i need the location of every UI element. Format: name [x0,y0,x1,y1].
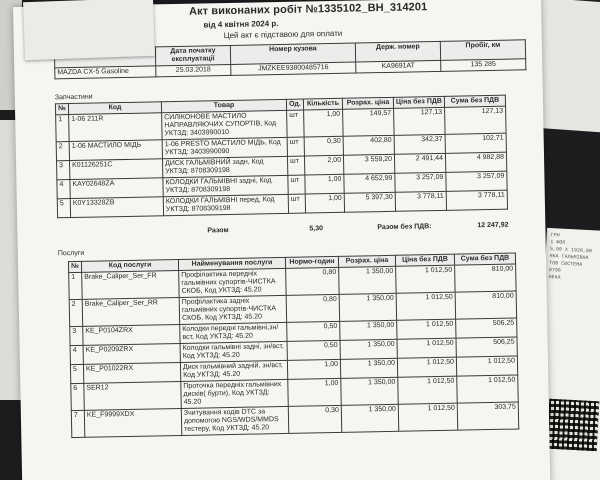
cell: 1,00 [304,109,344,137]
cell: 5 397,30 [344,192,395,212]
cell: 3 778,11 [395,191,446,211]
cell: KAY02648ZA [70,178,163,199]
cell: KE_F9999XDX [84,408,182,437]
services-table [68,253,519,439]
cell: Колодки передні гальмівні,зн/вст, Код УКТЗД: 45.20 [180,322,287,343]
parts-total-label: Разом [207,227,229,235]
cell: 1 350,00 [341,404,399,432]
cell: 1 012,50 [398,376,458,404]
car-header: Держ. номер [355,41,440,62]
cell: 2 [56,142,69,161]
services-header: Розрах. ціна [338,255,395,267]
parts-total-nds-label: Разом без ПДВ: [377,223,432,232]
cell: шт [287,156,304,175]
cell: 0,80 [286,267,340,295]
cell: 127,13 [445,106,507,134]
cell: 2 [69,299,83,326]
cell: Brake_Caliper_Ser_RR [82,297,180,326]
cell: 4 [57,180,70,199]
cell: 402,80 [343,135,394,155]
document-title: Акт виконаних робіт №1335102_BH_314201 [188,1,428,18]
cell: 506,25 [456,337,517,357]
car-header: Номер кузова [230,43,355,64]
cell: 1 350,00 [340,320,397,340]
parts-header: Од. [286,99,303,110]
car-model: MAZDA CX-5 Gasoline [55,66,156,79]
services-header: Нормо-годин [285,256,338,268]
cell: 506,25 [456,318,517,338]
parts-total-sum: 12 247,92 [477,221,509,230]
cell: 0,30 [304,136,343,156]
cell: шт [287,110,305,137]
cell: 1 012,50 [398,403,458,431]
cell: SER12 [84,381,182,410]
cell: КОЛОДКИ ГАЛЬМІВНІ перед, Код УКТЗД: 8708309198 [163,194,288,215]
cell: KE_P0209ZRX [83,343,180,364]
cell: ДИСК ГАЛЬМІВНИЙ задн, Код УКТЗД: 8708309198 [162,156,287,177]
parts-total-qty: 5,30 [309,225,324,233]
parts-header: № [55,104,68,115]
services-header: Найменування послуги [178,257,285,270]
cell: 3 257,09 [446,171,507,191]
cell: 7 [71,410,85,437]
car-header: Пробіг, км [440,40,525,61]
cell: 3 778,11 [446,190,507,210]
cell: 0,30 [288,405,342,433]
cell: КОЛОДКИ ГАЛЬМІВНІ задні, Код УКТЗД: 8708309198 [163,175,288,196]
receipt-line: НЕКА [548,274,561,281]
cell: Профілактика передніх гальмівних супортів-ЧИСТКА СКОБ, Код УКТЗД: 45.20 [179,268,286,297]
cell: 5 [70,364,83,383]
services-header: Код послуги [81,259,178,272]
cell: 5 [57,199,70,218]
cell: 4 982,88 [445,152,506,172]
car-vin: JMZKEE93800485716 [231,62,356,75]
car-start-date: 25.03.2018 [156,64,231,76]
cell: KE_P0104ZRX [83,324,180,345]
cell: 1-06 PRESTO МАСТИЛО МІДЬ, Код УКТЗД: 3403990090 [162,137,287,158]
cell: 6 [71,383,85,410]
car-mileage: 135 285 [441,59,526,72]
cell: 0,80 [286,294,340,322]
cell: 1,00 [305,193,344,213]
cell: 3 559,20 [343,154,394,174]
cell: 303,75 [457,402,519,430]
services-header: Ціна без ПДВ [395,254,454,266]
parts-section-label: Запчастини [54,93,93,102]
cell: 1 012,50 [397,319,456,339]
cell: шт [288,194,305,213]
receipt-line: 1 ФОП [550,239,566,246]
parts-header: Ціна без ПДВ [393,96,444,108]
cell: 3 [70,326,83,345]
cell: 2 491,44 [394,153,445,173]
cell: 102,71 [445,133,506,153]
services-header: Сума без ПДВ [454,253,515,265]
services-header: № [68,261,81,272]
cell: 1 [69,272,83,299]
cell: KE_P01022RX [83,362,180,383]
cell: 149,57 [343,108,395,136]
cell: СИЛІКОНОВЕ МАСТИЛО НАПРАВЛЯЮЧИХ СУПОРТІВ, Код УКТЗД: 3403990010 [162,110,287,139]
cell: 1,00 [288,378,342,406]
qr-code [547,399,600,452]
parts-header: Код [68,102,161,115]
services-section-label: Послуги [57,249,85,258]
cell: K01126251C [70,159,163,180]
cell: 1-06 211R [69,113,163,142]
cell: Brake_Caliper_Ser_FR [82,270,180,299]
cell: 1 350,00 [341,377,399,405]
cell: 1,00 [287,359,340,379]
parts-table [55,95,508,219]
cell: Профілактика задніх гальмівних супортів-ЧИСТКА СКОБ, Код УКТЗД: 45.20 [179,295,286,324]
cell: 810,00 [455,264,517,292]
cell: 3 257,09 [395,172,446,192]
work-act-document [13,0,551,480]
cell: шт [288,175,305,194]
cell: 1 [56,115,70,142]
cell: K0Y13328ZB [70,197,163,218]
cell: 3 [57,161,70,180]
parts-header: Розрах. ціна [342,97,393,109]
parts-header: Кількість [303,98,342,110]
cell: 1-06 МАСТИЛО МІДЬ [69,140,162,161]
paper-slip-overlay [23,0,155,60]
receipt-line: НКА ГАЛЬМІВНА [549,253,589,262]
cell: 0,50 [287,340,340,360]
document-date: від 4 квітня 2024 р. [203,19,279,30]
car-plate: KA9691AT [356,60,441,73]
parts-header: Сума без ПДВ [444,95,505,107]
cell: Проточка передніх гальмівних дисків( бурти), Код УКТЗД: 45.20 [181,379,288,408]
car-header: Дата початку експлуатації [155,45,230,65]
cell: 1 350,00 [339,293,397,321]
receipt-line: ТОВ СИСТЕМА [549,260,583,268]
cell: 4 652,99 [344,173,395,193]
cell: 127,13 [394,107,446,135]
cell: Диск гальмівний задній, зн/вст, Код УКТЗД: 45.20 [180,360,287,381]
cell: 4 [70,345,83,364]
cell: 0,50 [287,321,340,341]
receipt-line: 8706 [548,267,562,274]
cell: 810,00 [455,291,517,319]
document-basis: Цей акт є підставою для оплати [223,28,343,41]
cell: 1 012,50 [396,265,456,293]
parts-header: Товар [161,99,286,112]
cell: 1 350,00 [339,266,397,294]
cell: 1,00 [305,174,344,194]
cell: 342,37 [394,134,445,154]
cell: 1 012,50 [397,357,456,377]
cell: 1 012,50 [397,338,456,358]
cell: Колодки гальмівні задні, зн/вст, Код УКТЗД: 45.20 [180,341,287,362]
cell: 1 350,00 [340,358,397,378]
cell: Зчитування кодів DTC за допомогою NGS/WDS/MMDS тестеру, Код УКТЗД: 45.20 [181,406,288,435]
cell: 1 012,50 [396,292,456,320]
cell: 2,00 [304,155,343,175]
receipt-line: ГРН [550,232,560,239]
cell: 1 012,50 [456,356,517,376]
cell: шт [287,137,304,156]
receipt-line: 5,00 Х 1920,00 [549,246,593,255]
cell: 1 350,00 [340,339,397,359]
cell: 1 012,50 [457,375,519,403]
